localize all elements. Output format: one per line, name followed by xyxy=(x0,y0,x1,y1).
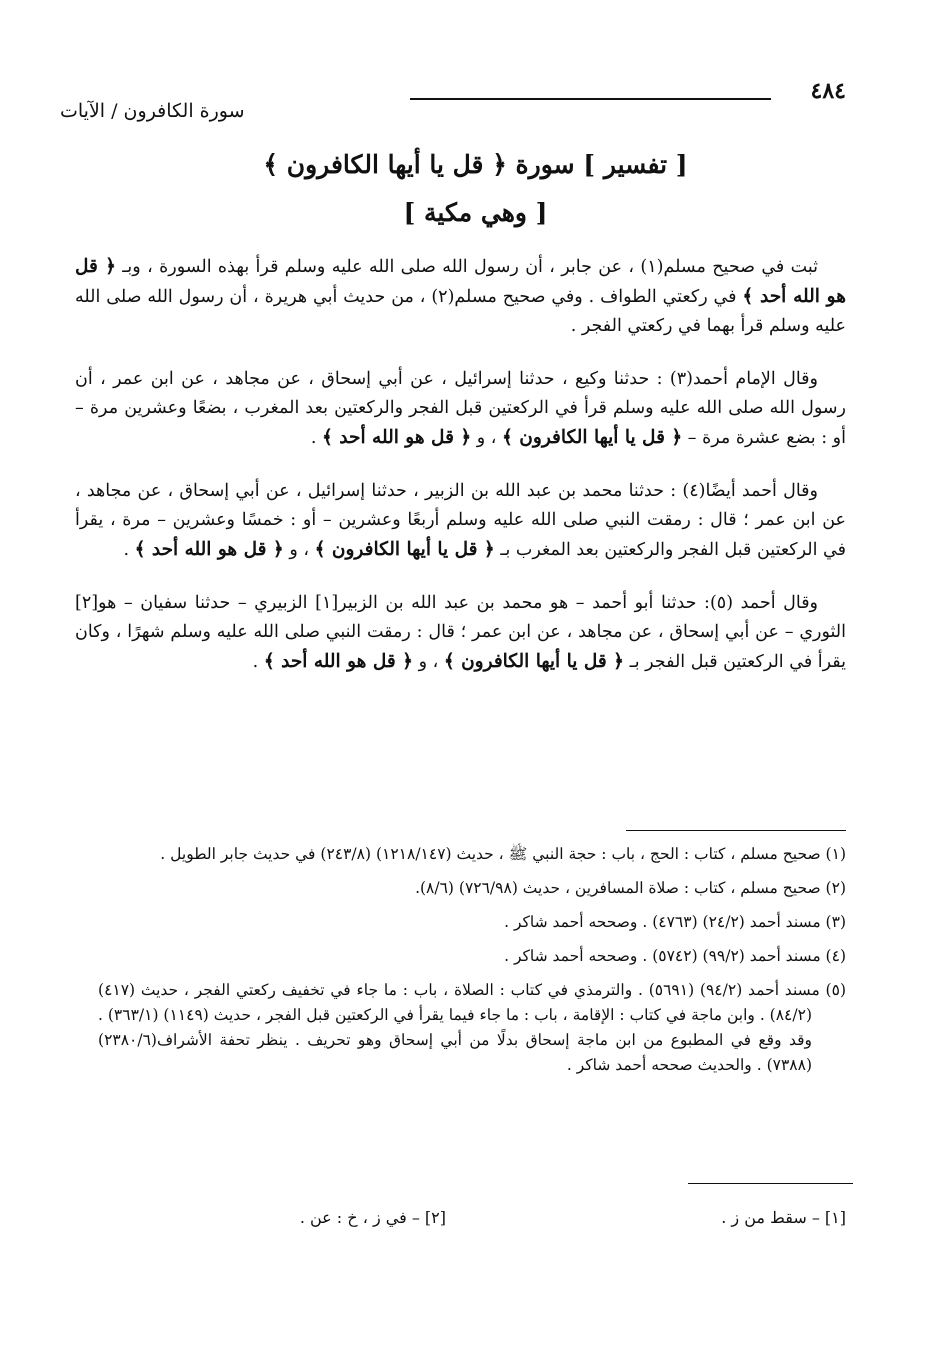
footnotes xyxy=(98,842,846,1087)
editorial-note: [١] – سقط من ز . xyxy=(721,1208,846,1227)
footnotes-divider xyxy=(626,830,846,831)
verse-quote: ﴿ قل هو الله أحد ﴾ xyxy=(263,651,413,672)
editorial-notes-divider xyxy=(688,1183,853,1184)
paragraph-3 xyxy=(75,477,846,565)
footnote: (٤) مسند أحمد (٩٩/٢) (٥٧٤٢) . وصححه أحمد شاكر . xyxy=(504,947,846,965)
paragraph-text: وقال الإمام أحمد(٣) : حدثنا وكيع ، حدثنا إسرائيل ، عن أبي إسحاق ، عن مجاهد ، عن ابن عمر ، أن رسول الله صلى الله عليه وسلم قرأ في الركعتين قبل الفجر والركعتين بعد المغرب ، بضعًا وعشرين مرة – أو : بضع عشرة مرة – xyxy=(75,369,846,448)
paragraph-text: وقال أحمد أيضًا(٤) : حدثنا محمد بن عبد الله بن الزبير ، حدثنا إسرائيل ، عن أبي إسحاق ، عن مجاهد ، عن ابن عمر ؛ قال : رمقت النبي صلى الله عليه وسلم أربعًا وعشرين – أو : خمسًا وعشرين – مرة ، يقرأ في الركعتين قبل الفجر والركعتين بعد المغرب بـ xyxy=(75,481,846,560)
verse-quote: ﴿ قل يا أيها الكافرون ﴾ xyxy=(314,539,495,560)
running-title: سورة الكافرون / الآيات xyxy=(60,100,245,122)
verse-quote: ﴿ قل يا أيها الكافرون ﴾ xyxy=(502,427,683,448)
paragraph-text: . xyxy=(252,652,259,672)
surah-subtitle: [ وهي مكية ] xyxy=(403,198,548,227)
page-header xyxy=(60,72,846,132)
paragraph-1 xyxy=(75,252,846,341)
footnote: (٥) مسند أحمد (٩٤/٢) (٥٦٩١) . والترمذي في كتاب : الصلاة ، باب : ما جاء في تخفيف ركعتي الفجر ، حديث (٤١٧) (٨٤/٢) . وابن ماجة في كتاب : الإقامة ، باب : ما جاء فيما يقرأ في الركعتين قبل الفجر ، حديث (١١٤٩) (٣٦٣/١) . وقد وقع في المطبوع من ابن ماجة إسحاق بدلًا من أبي إسحاق وهو تحريف . ينظر تحفة الأشراف(٢٣٨٠/٦) (٧٣٨٨) . والحديث صححه أحمد شاكر . xyxy=(98,981,846,1074)
surah-title: [ تفسير ] سورة ﴿ قل يا أيها الكافرون ﴾ xyxy=(263,150,688,179)
paragraph-text: ، و xyxy=(418,652,439,672)
body-text xyxy=(75,252,846,701)
header-rule xyxy=(410,98,771,100)
paragraph-text: . xyxy=(123,540,130,560)
paragraph-text: في ركعتي الطواف . وفي صحيح مسلم(٢) ، من حديث أبي هريرة ، أن رسول الله صلى الله عليه وسلم قرأ بهما في ركعتي الفجر . xyxy=(75,287,846,336)
paragraph-text: وقال أحمد (٥): حدثنا أبو أحمد – هو محمد بن عبد الله بن الزبير[١] الزبيري – حدثنا سفيان – هو[٢] الثوري – عن أبي إسحاق ، عن مجاهد ، عن ابن عمر ؛ قال : رمقت النبي صلى الله عليه وسلم شهرًا ، وكان يقرأ في الركعتين قبل الفجر بـ xyxy=(75,593,846,672)
verse-quote: ﴿ قل يا أيها الكافرون ﴾ xyxy=(443,651,624,672)
footnote: (٣) مسند أحمد (٢٤/٢) (٤٧٦٣) . وصححه أحمد شاكر . xyxy=(504,913,846,931)
verse-quote: ﴿ قل هو الله أحد ﴾ xyxy=(322,427,472,448)
paragraph-text: ، و xyxy=(289,540,310,560)
paragraph-text: . xyxy=(310,428,317,448)
page-number: ٤٨٤ xyxy=(810,78,846,104)
verse-quote: ﴿ قل هو الله أحد ﴾ xyxy=(134,539,284,560)
paragraph-text: ، و xyxy=(476,428,497,448)
verse-quote: ﴿ قل هو الله أحد ﴾ xyxy=(75,256,846,307)
editorial-note: [٢] – في ز ، خ : عن . xyxy=(299,1208,446,1227)
paragraph-text: ثبت في صحيح مسلم(١) ، عن جابر ، أن رسول الله صلى الله عليه وسلم قرأ بهذه السورة ، وبـ xyxy=(122,257,818,277)
footnote: (١) صحيح مسلم ، كتاب : الحج ، باب : حجة النبي ﷺ ، حديث (١٢١٨/١٤٧) (٢٤٣/٨) في حديث جابر الطويل . xyxy=(160,845,846,863)
footnote: (٢) صحيح مسلم ، كتاب : صلاة المسافرين ، حديث (٧٢٦/٩٨) (٨/٦). xyxy=(415,879,846,897)
paragraph-2 xyxy=(75,365,846,453)
paragraph-4 xyxy=(75,589,846,677)
